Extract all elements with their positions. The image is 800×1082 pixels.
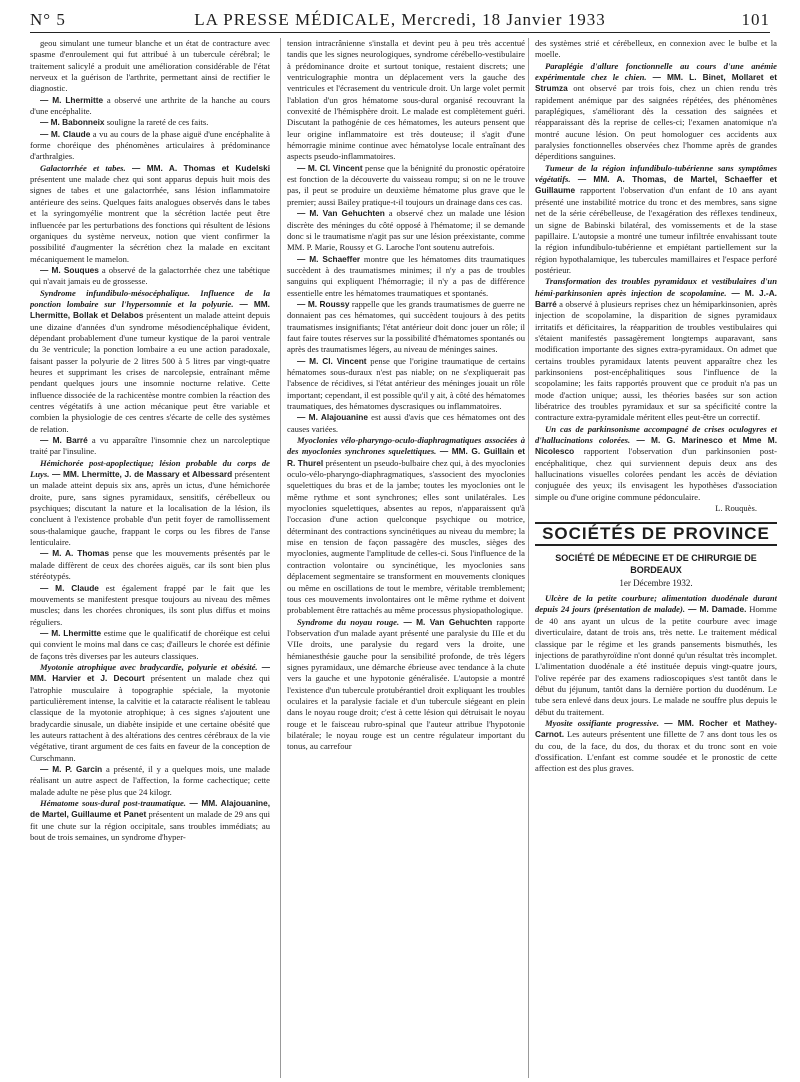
author-names: — M. Babonneix: [40, 117, 105, 128]
report-title: Myosite ossifiante progressive.: [545, 717, 660, 728]
paragraph-text: présentent un malade atteint depuis six ans, après un ictus, d'une hémichorée droite, pure, sans signes pyramidaux, sensitifs, cérébelleux ou psychiques; discutant la nature et la localisation de la lésion, ils concluent à l'existence probable d'un petit foyer de ramollissement sous-thalamique gauche, frappant le corps ou les fibres de l'anse lenticulaire.: [30, 469, 270, 548]
header-rule: [30, 32, 770, 33]
paragraph: [287, 412, 525, 435]
paragraph-text: rapportent l'observation d'un parkinsonien post-encéphalitique, chez qui surviennent depuis deux ans des hallucinations visuelles colorées pendant les accès de déviation conjuguée des yeux; ils envisagent les hypothèses d'association simple ou d'une origine commune pédonculaire.: [535, 446, 777, 502]
report-title: Galactorrhée et tabes.: [40, 162, 126, 173]
paragraph-text: Homme de 40 ans ayant un ulcus de la petite courbure avec image diverticulaire, datant de trois ans, très nette. Le traitement médical classique par le régime et les grands pansements bismuthés, les injections de parathyroïdine n'ont donné qu'un résultat très incomplet. L'alimentation duodénale a été instituée depuis vingt-quatre jours, l'olive repérée par des examens radioscopiques s'est tantôt dans le début du jéjunum, tantôt dans la dernière portion du duodénum. Le tube sera enlevé dans deux jours. Le malade ne souffre plus depuis le début du traitement.: [535, 604, 777, 717]
author-names: — M. Souques: [40, 264, 99, 275]
author-names: — M. Van Gehuchten: [399, 616, 493, 627]
paragraph-text: a observé chez un malade une lésion discrète des méninges du côté opposé à l'hématome; il se demande donc si le traumatisme n'agit pas sur une lésion préexistante, comme MM. P. Marie, Roussy et G. Laroche l'ont soutenu autrefois.: [287, 208, 525, 253]
paragraph-text: a observé à plusieurs reprises chez un hémiparkinsonien, après injection de scopolamine, la disparition de signes pyramidaux irritatifs et déficitaires, la réapparition de troubles vestibulaires qui s'étaient manifestés passagèrement longtemps auparavant, sans modification importante des signes extra-pyramidaux. On admet que certains troubles pyramidaux latents peuvent apparaître chez les parkinsoniens post-encéphalitiques sous l'influence de la scopolamine; les faits rapportés prouvent que ce produit n'a pas un mode d'action unique; aussi, les théories basées sur son action libératrice des troubles pyramidaux et sur sa spécificité contre la contracture extra-pyramidale méritent elles peut-être un correctif.: [535, 298, 777, 423]
paragraph: [287, 254, 525, 299]
report-title: Myotonie atrophique avec bradycardie, polyurie et obésité.: [40, 661, 258, 672]
column-1: [30, 38, 270, 1078]
author-names: — MM. A. Thomas, de Martel, Schaeffer et Guillaume: [535, 174, 777, 196]
paragraph-text: a présenté, il y a quelques mois, une malade réalisant un autre aspect de l'affection, la forme cachectique; cette malade adulte ne pèse plus que 24 kilogr.: [30, 764, 270, 797]
report-title: Syndrome infundibulo-mésocéphalique. Influence de la ponction lombaire sur l'hypersomnie et la polyurie.: [30, 287, 270, 309]
paragraph-text: rapporte l'observation d'un malade ayant présenté une paralysie du IIIe et du VIIe droits, une paralysie du regard vers la droite, une hémianesthésie gauche pour la sensibilité profonde, de très légers signes pyramidaux, une démarche ébrieuse avec tendance à la chute vers la gauche et une hypotonie généralisée. L'autopsie a montré l'existence d'un tubercule protubérantiel droit expliquant les troubles oculaires et la paralysie faciale et d'un tubercule siégeant en plein dans le noyau rouge droit; c'est à cette lésion qui détruisait le noyau rouge et le faisceau rubro-spinal que l'auteur attribue l'hypotonie bilatérale; le noyau rouge est un centre régulateur important du tonus, au carrefour: [287, 616, 525, 752]
paragraph-text: présentent un pseudo-bulbaire chez qui, à des myoclonies oculo-vélo-pharyngo-diaphragmatiques, s'associent des myoclonies squelettiques du bras et de la jambe; toutes les myoclonies ont le même rythme et sont synchrones; elles sont unilatérales. Les myoclonies squelettiques, absentes au repos, n'apparaissent qu'à l'occasion d'une action quelconque psychique ou motrice, déterminant des contractions syncinétiques au niveau du membre; la mise en tension de façon passagère des muscles, sièges des myoclonies, augmente l'amplitude de celles-ci. Sous l'influence de la contraction volontaire ou syncinétique, les myoclonies sans déplacement segmentaire se transforment en mouvements cloniques ou même en oscillations de tout le membre, véritable tremblement; tous ces mouvements involontaires ont le même rythme et doivent probablement être rattachés au même processus physiopathologique.: [287, 457, 525, 616]
paragraph-text: a vu au cours de la phase aiguë d'une encéphalite à forme choréique des phénomènes articulaires à prédominance d'arthralgies.: [30, 128, 270, 162]
paragraph-text: souligne la rareté de ces faits.: [104, 117, 209, 128]
paragraph: [30, 95, 270, 118]
author-names: — M. Roussy: [297, 298, 350, 309]
section-heading: SOCIÉTÉS DE PROVINCE: [535, 522, 777, 545]
session-date: 1er Décembre 1932.: [619, 577, 693, 588]
author-names: — M. Van Gehuchten: [297, 208, 385, 219]
column-3-province: [535, 593, 777, 775]
author-names: — MM. Alajouanine, de Martel, Guillaume et Panet: [30, 798, 270, 820]
paragraph: [30, 265, 270, 288]
author-names: — M. Lhermitte: [40, 94, 104, 105]
paragraph: [287, 299, 525, 356]
column-2: [280, 38, 525, 1078]
paragraph-text: est également frappé par le fait que les mouvements se manifestent presque toujours au niveau des mêmes muscles; dans les chorées chroniques, ils sont plus diffus et moins réguliers.: [30, 582, 270, 627]
paragraph: [30, 798, 270, 843]
author-names: — MM. L. Binet, Mollaret et Strumza: [535, 72, 777, 94]
journal-title: LA PRESSE MÉDICALE, Mercredi, 18 Janvier 1933: [194, 10, 606, 29]
paragraph: [535, 38, 777, 61]
report-title: Transformation des troubles pyramidaux et vestibulaires d'un hémi-parkinsonien après injection de scopolamine.: [535, 276, 777, 298]
paragraph-text: a observé une arthrite de la hanche au cours d'une encéphalite.: [30, 94, 270, 117]
author-names: — MM. Rocher et Mathey-Carnot.: [535, 717, 777, 740]
author-names: — M. Lhermitte: [40, 627, 102, 638]
paragraph-text: Les auteurs présentent une fillette de 7 ans dont tous les os du cou, de la face, du dos, du thorax et du tronc sont en voie d'ossification. L'enfant est comme soudée et le pronostic de cette affection est des plus graves.: [535, 729, 777, 774]
paragraph: [30, 129, 270, 163]
paragraph: [30, 435, 270, 458]
report-title: Tumeur de la région infundibulo-tubérienne sans symptômes végétatifs.: [535, 162, 777, 185]
paragraph: [30, 764, 270, 798]
paragraph-text: estime que le qualificatif de choréique est celui qui convient le moins mal dans ce cas; d'ailleurs le chorée est définie de façons très diverses par les auteurs classiques.: [30, 627, 270, 661]
paragraph: [30, 458, 270, 549]
author-names: — MM. Lhermitte, J. de Massary et Albessard: [49, 469, 233, 480]
paragraph-text: ont observé par trois fois, chez un chien rendu très rapidement anémique par des saignées répétées, des phénomènes paraplégiques, s'améliorant dès la cessation des saignées et réapparaissant dès la reprise de celles-ci; l'examen anatomique n'a montré aucune lésion. On peut homologuer ces accidents aux paralysies fonctionnelles observées chez l'homme après de grandes déperditions sanguines.: [535, 83, 777, 162]
paragraph-text: pense que les mouvements présentés par le malade diffèrent de ceux des chorées aiguës, car ils sont bien plus stéréotypés.: [30, 548, 270, 582]
page-number: 101: [741, 10, 770, 29]
paragraph-text: geou simulant une tumeur blanche et un état de contracture avec spasme d'enroulement qui fut attribué à un tubercule cérébral; le traitement salicylé a produit une amélioration considérable de l'état nerveux et la guérison de l'arthrite, permettant ainsi de rectifier le diagnostic.: [30, 38, 270, 94]
paragraph: [30, 117, 270, 128]
paragraph-text: des systèmes strié et cérébelleux, en connexion avec le bulbe et la moelle.: [535, 38, 777, 60]
author-names: — MM. A. Thomas et Kudelski: [125, 162, 270, 173]
paragraph-text: présentent un malade chez qui l'atrophie musculaire à topographie spéciale, la myotonie particulièrement intense, la calvitie et la cataracte réalisent le tableau classique de la myotonie atrophique; à ces signes s'ajoutent une bradycardie sinusale, un diabète insipide et une certaine obésité que les auteurs rattachent à des altérations des centres cérébraux de la vie végétative, tirant argument de ces faits en faveur de la conception de Curschmann.: [30, 673, 270, 763]
paragraph: [535, 61, 777, 163]
author-names: — M. Cl. Vincent: [297, 162, 363, 173]
page-header: [30, 6, 770, 32]
author-names: — M. Barré: [40, 435, 88, 446]
author-names: — M. Damade.: [685, 604, 747, 615]
paragraph-text: tension intracrânienne s'installa et devint peu à peu très accentué tandis que les signes neurologiques, syndrome cérébello-vestibulaire à prédominance droite et surtout tonique, restaient discrets; une ventriculographie montra un déplacement vers la gauche des ventricules et l'écrasement du ventricule droit. Un large volet permit l'ablation d'un gros hématome sous-dural organisé recouvrant la convexité de l'hémisphère droit. Le malade est complètement guéri. Discutant la pathogénie de ces hématomes, les auteurs pensent que leur origine inflammatoire est très douteuse; il s'agit d'une hémorragie minime continue avec hématolyse locale entraînant des aspects pseudo-inflammatoires.: [287, 38, 525, 162]
paragraph-text: présentent un malade de 29 ans qui fit une chute sur la région occipitale, sans troubles immédiats; au bout de trois semaines, un syndrome d'hyper-: [30, 809, 270, 843]
paragraph: [287, 435, 525, 617]
author-names: — M. Claude: [40, 128, 91, 139]
paragraph: [287, 617, 525, 753]
author-names: — MM. Lhermitte, Bollak et Delabos: [30, 298, 270, 321]
paragraph-text: montre que les hématomes dits traumatiques succèdent à des traumatismes minimes; il n'y a pas de troubles sanguins qui expliquent l'hémorragie; il n'y a pas de différence essentielle entre les hématomes traumatiques et spontanés.: [287, 253, 525, 298]
paragraph: [287, 208, 525, 253]
article-columns: [30, 38, 777, 1078]
author-names: — M. P. Garcin: [40, 764, 103, 774]
paragraph: [30, 163, 270, 265]
paragraph: [535, 163, 777, 276]
author-names: — MM. G. Guillain et R. Thurel: [287, 446, 525, 468]
paragraph: [287, 163, 525, 208]
column-3-reports: [535, 38, 777, 503]
report-title: Hématome sous-dural post-traumatique.: [40, 798, 186, 809]
paragraph-text: est aussi d'avis que ces hématomes ont des causes variées.: [287, 412, 525, 434]
author-names: — M. Claude: [40, 582, 99, 593]
report-title: Paraplégie d'allure fonctionnelle au cours d'une anémie expérimentale chez le chien.: [535, 60, 777, 83]
paragraph: [535, 718, 777, 775]
paragraph: [535, 276, 777, 423]
paragraph: [30, 628, 270, 662]
report-title: Syndrome du noyau rouge.: [297, 616, 400, 627]
report-title: Ulcère de la petite courbure; alimentation duodénale durant depuis 24 jours (présentation de malade).: [535, 593, 777, 615]
author-names: — MM. Harvier et J. Decourt: [30, 661, 270, 684]
paragraph: [30, 583, 270, 628]
author-names: — M. Schaeffer: [297, 253, 361, 264]
author-signature: L. Rouquès.: [715, 503, 757, 514]
author-names: — M. A. Thomas: [40, 548, 110, 559]
paragraph: [30, 548, 270, 582]
paragraph-text: a observé de la galactorrhée chez une tabétique qui n'avait jamais eu de grossesse.: [30, 264, 270, 287]
paragraph: [30, 662, 270, 764]
paragraph-text: présentent un malade atteint depuis une dizaine d'années d'un syndrome mésodiencéphalique évident, dépendant probablement d'une tumeur kystique de la paroi ventrale du 3e ventricule; la ponction lombaire a eu une action paradoxale, faisant passer la polyurie de 2 litres 500 à 5 litres par vingt-quatre heures et supprimant les crises de narcolepsie, entraînant même pendant quelques jours une insomnie nocturne relative. Cette influence dissociée de la rachicentèse montre combien la réaction des centres végétatifs à une action mécanique peut être variable et combien la physiologie de ces centres s'écarte de celle des systèmes de relation.: [30, 310, 270, 434]
paragraph-text: rappelle que les grands traumatismes de guerre ne donnaient pas ces hématomes, qui succèdent toujours à des petits traumatismes insignifiants; l'état antérieur doit donc jouer un rôle; il faut faire toutes réserves sur la possibilité d'hématomes spontanés ou après des traumatismes légers, au niveau de méninges saines.: [287, 298, 525, 355]
paragraph-text: présentent une malade chez qui sont apparus depuis huit mois des signes de tabes et une galactorrhée, sans lésion inflammatoire antérieure des seins. Quelques faits analogues observés dans le tabes et la syringomyélie montrent que la sécrétion lactée peut être influencée par les perturbations des fonctions qui résultent de lésions organiques du système nerveux, notion que vient confirmer la possibilité d'augmenter la sécrétion chez la malade en excitant mécaniquement le mamelon.: [30, 174, 270, 264]
paragraph-text: pense que la bénignité du pronostic opératoire est fonction de la découverte du vaisseau rompu; si on ne le trouve pas, il peut se produire un deuxième hématome plus grave que le premier; aussi Bailey pratique-t-il toujours un drainage dans ces cas.: [287, 162, 525, 207]
author-names: — M. Cl. Vincent: [297, 355, 367, 366]
column-3: [528, 38, 777, 1078]
paragraph: [287, 38, 525, 163]
issue-number: N° 5: [30, 10, 66, 29]
paragraph: [30, 38, 270, 95]
report-title: Un cas de parkinsonisme accompagné de crises oculogyres et d'hallucinations colorées.: [535, 423, 777, 446]
paragraph: [535, 424, 777, 503]
paragraph-text: a vu apparaître l'insomnie chez un narcoleptique traité par l'insuline.: [30, 435, 270, 457]
paragraph-text: rapportent l'observation d'un enfant de 10 ans ayant présenté une instabilité motrice du tronc et des membres, sans signe net de la série cérébelleuse, de l'exagération des réflexes tendineux, un signe de Babinski bilatéral, des vomissements et de la stase papillaire. L'autopsie a montré une tumeur infiltrée envahissant toute la région infundibulo-tubérienne et empiétant partiellement sur la région hypothalamique, les tubercules mamillaires et l'espace perforé postérieur.: [535, 185, 777, 275]
paragraph: [535, 593, 777, 718]
report-title: Hémichorée post-apoplectique; lésion probable du corps de Luys.: [30, 457, 270, 480]
paragraph: [30, 288, 270, 435]
author-names: — M. Alajouanine: [297, 412, 368, 423]
author-names: — M. J.-A. Barré: [535, 287, 777, 309]
paragraph-text: pense que l'origine traumatique de certains hématomes sous-duraux n'est pas niable; on ne s'expliquerait pas l'absence de récidives, si l'état antérieur des méninges jouait un rôle important; cependant, il est possible qu'il y ait, à côté des hématomes traumatiques, des hématomes dyscrasiques ou inflammatoires.: [287, 355, 525, 411]
society-name: SOCIÉTÉ DE MÉDECINE ET DE CHIRURGIE DE BORDEAUX: [555, 552, 757, 575]
report-title: Myoclonies vélo-pharyngo-oculo-diaphragmatiques associées à des myoclonies synchrones squelettiques.: [287, 435, 525, 457]
paragraph: [287, 356, 525, 413]
author-names: — M. G. Marinesco et Mme M. Nicolesco: [535, 435, 777, 457]
